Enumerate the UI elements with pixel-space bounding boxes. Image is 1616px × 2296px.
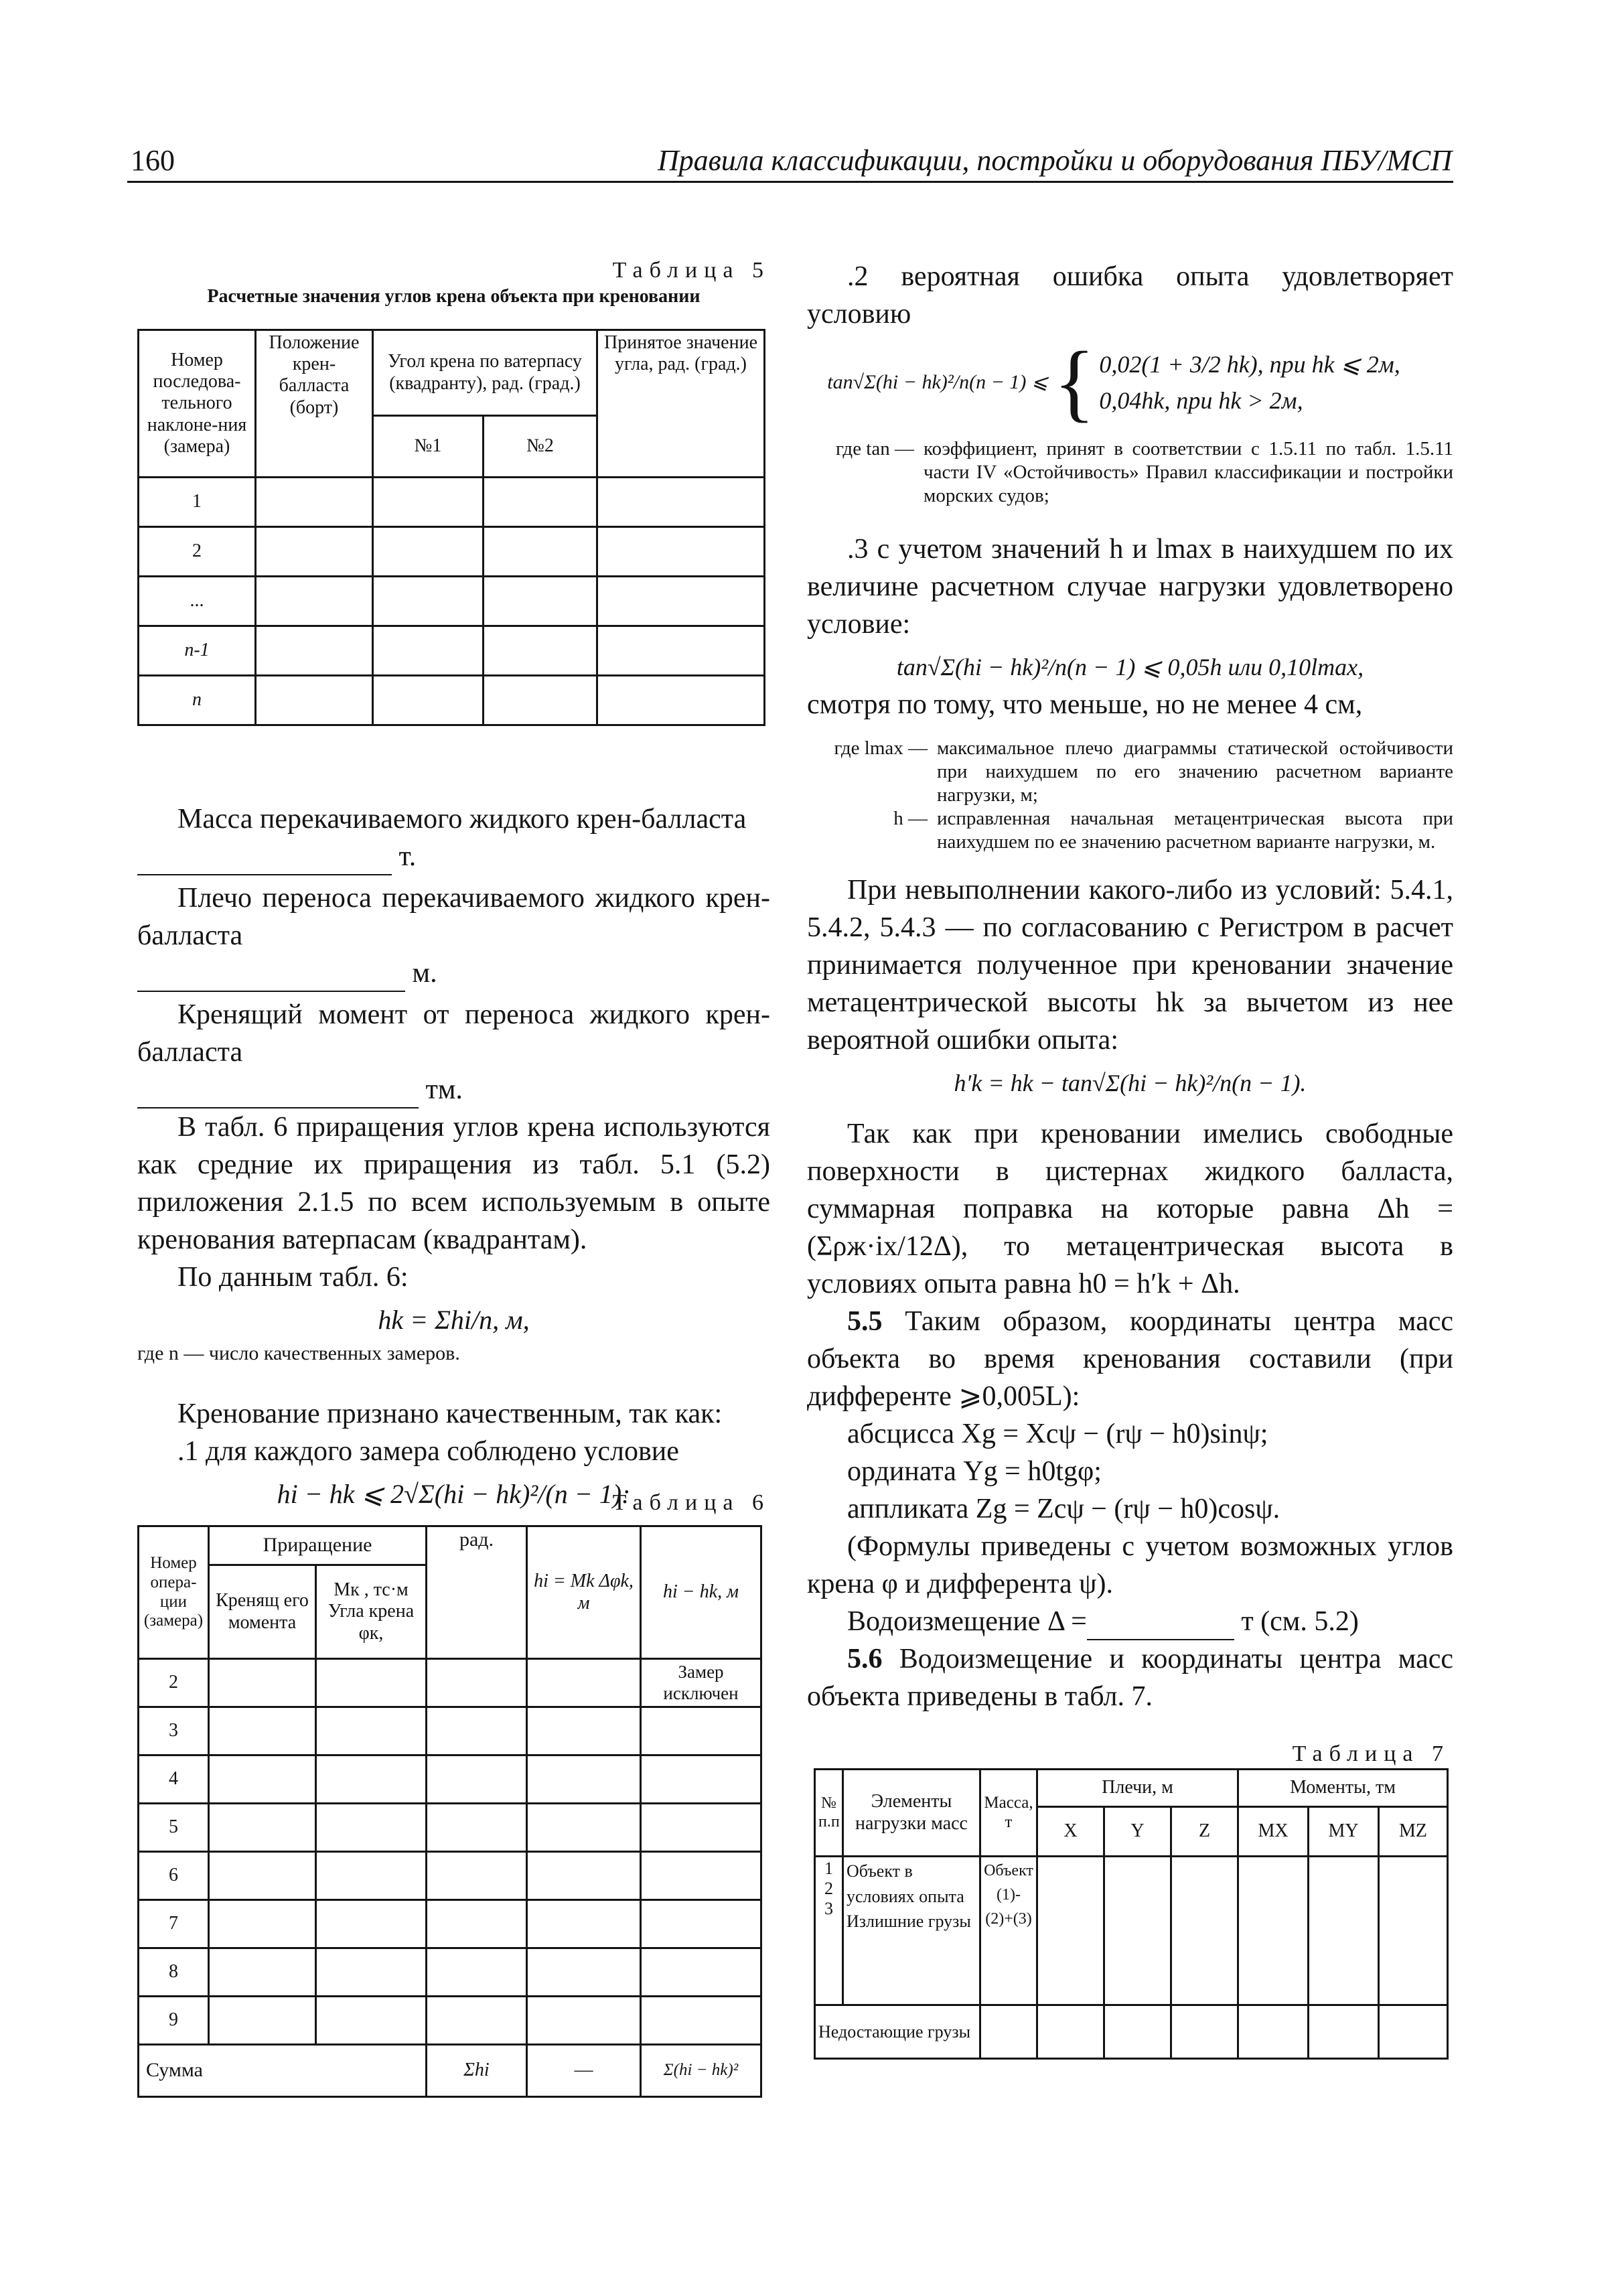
formula2-left: tan√Σ(hi − hk)²/n(n − 1) ⩽ — [827, 371, 1048, 393]
table6 — [137, 1525, 762, 2098]
mass-unit: т. — [398, 841, 417, 872]
table7-col-mass: Масса, т — [980, 1770, 1037, 1857]
table5-caption: Таблица 5 — [612, 258, 770, 283]
table7-col-x: X — [1037, 1807, 1104, 1857]
table6-sum-sq: Σ(hi − hk)² — [641, 2045, 761, 2097]
cond2: .2 вероятная ошибка опыта удовлетворяет условию — [807, 261, 1453, 330]
formula2 — [807, 334, 1453, 431]
table6-caption: Таблица 6 — [612, 1490, 770, 1515]
table6-col-moment: Кренящ его момента — [209, 1565, 316, 1659]
formula-hk2: h′k = hk − tan√Σ(hi − hk)²/n(n − 1). — [954, 1070, 1307, 1096]
table6-row-label: 3 — [139, 1707, 209, 1755]
brace-icon: { — [1053, 334, 1096, 431]
def-h-term: h — — [893, 808, 928, 829]
def-lmax-term: где lmax — — [834, 737, 928, 759]
cond1: .1 для каждого замера соблюдено условие — [177, 1436, 679, 1467]
s55-number: 5.5 — [847, 1306, 883, 1337]
table6-col-hi: hi = Mk Δφk, м — [527, 1526, 641, 1659]
formulas-note: (Формулы приведены с учетом возможных углов крена φ и дифферента ψ). — [807, 1531, 1453, 1599]
table6-row-label: 6 — [139, 1852, 209, 1900]
table5-col-angle: Угол крена по ватерпасу (квадранту), рад. (град.) — [373, 330, 597, 416]
table6-col-rad: рад. — [427, 1526, 527, 1659]
right-text — [807, 258, 1453, 1715]
moment-blank — [137, 1080, 419, 1108]
whichever: смотря по тому, что меньше, но не менее 4 см, — [807, 689, 1363, 720]
table7-row-elements: Объект в условиях опыта Излишние грузы — [843, 1857, 980, 2005]
table7-row-mass: Объект (1)-(2)+(3) — [980, 1857, 1037, 2005]
def-lmax-desc: максимальное плечо диаграммы статической остойчивости при наихудшем по его значению расчетном варианте нагрузки, м; — [937, 737, 1453, 806]
arm-blank — [137, 964, 405, 992]
s56-number: 5.6 — [847, 1644, 883, 1674]
table7-caption: Таблица 7 — [1292, 1741, 1450, 1766]
moment-unit: тм. — [425, 1074, 463, 1105]
table6-row-label: 7 — [139, 1900, 209, 1948]
table7-col-mz: MZ — [1379, 1807, 1448, 1857]
mass-blank — [137, 847, 392, 875]
s56-text: Водоизмещение и координаты центра масс объекта приведены в табл. 7. — [807, 1644, 1453, 1712]
table7-col-my: MY — [1309, 1807, 1379, 1857]
s55-text: Таким образом, координаты центра масс объекта во время кренования составили (при дифференте ⩾0,005L): — [807, 1306, 1453, 1412]
table7-col-arms: Плечи, м — [1037, 1770, 1238, 1807]
def-h — [807, 807, 1453, 854]
formula2-case1: 0,02(1 + 3/2 hk), при hk ⩽ 2м, — [1099, 351, 1400, 378]
table5-row-label: 2 — [139, 527, 256, 577]
table6-row-label: 2 — [139, 1659, 209, 1707]
table5-row-label: ... — [139, 577, 256, 626]
table6-sum-hi: Σhi — [427, 2045, 527, 2097]
table7 — [814, 1768, 1449, 2060]
displacement-blank — [1087, 1612, 1234, 1640]
table5-title: Расчетные значения углов крена объекта при креновании — [207, 286, 701, 307]
table5-col-angle-2: №2 — [484, 416, 597, 478]
table5-col-position: Положение крен-балласта (борт) — [256, 330, 373, 478]
table5-row-label: n-1 — [139, 626, 256, 676]
table6-row-label: 8 — [139, 1948, 209, 1997]
table7-row-numbers: 1 2 3 — [815, 1857, 843, 2005]
table6-col-number: Номер опера-ции (замера) — [139, 1526, 209, 1659]
table7-block — [814, 1741, 1450, 2060]
where-n: где n — число качественных замеров. — [137, 1342, 460, 1364]
running-title: Правила классификации, постройки и оборудования ПБУ/МСП — [657, 144, 1452, 177]
table7-col-y: Y — [1104, 1807, 1171, 1857]
table6-excluded: Замер исключен — [641, 1659, 761, 1707]
arm-unit: м. — [412, 958, 437, 989]
para-tab6: В табл. 6 приращения углов крена используются как средние их приращения из табл. 5.1 (5.2) приложения 2.1.5 по всем используемым в опыте кренования ватерпасам (квадрантам). — [137, 1112, 770, 1255]
applicate: аппликата Zg = Zcψ − (rψ − h0)cosψ. — [847, 1494, 1280, 1524]
free-surface-para: Так как при креновании имелись свободные поверхности в цистернах жидкого балласта, суммарная поправка на которые равна Δh = (Σρж·ix/12Δ), то метацентрическая высота в условиях опыта равна h0 = h′k + Δh. — [807, 1119, 1453, 1299]
cond3: .3 с учетом значений h и lmax в наихудшем по их величине расчетном случае нагрузки удовлетворено условие: — [807, 534, 1453, 640]
table7-row-missing: Недостающие грузы — [815, 2005, 980, 2059]
formula-hk: hk = Σhi/n, м, — [378, 1305, 530, 1335]
displacement-tail: т (см. 5.2) — [1241, 1606, 1359, 1637]
table5-row-label: 1 — [139, 478, 256, 527]
def-tan — [807, 437, 1453, 508]
header-rule — [127, 181, 1453, 183]
table5-row-label: n — [139, 676, 256, 725]
table6-block — [137, 1490, 770, 2098]
table6-sum-label: Сумма — [139, 2045, 427, 2097]
quality-line: Кренование признано качественным, так как: — [177, 1398, 723, 1429]
table5-col-angle-1: №1 — [373, 416, 484, 478]
table6-row-label: 5 — [139, 1804, 209, 1852]
table7-col-no: № п.п — [815, 1770, 843, 1857]
table6-col-diff: hi − hk, м — [641, 1526, 761, 1659]
formula2-case2: 0,04hk, при hk > 2м, — [1099, 387, 1303, 414]
table7-col-elements: Элементы нагрузки масс — [843, 1770, 980, 1857]
displacement: Водоизмещение Δ = — [847, 1606, 1087, 1637]
table6-sum-dash: — — [527, 2045, 641, 2097]
mass-line: Масса перекачиваемого жидкого крен-балласта — [177, 804, 747, 835]
table6-col-angle: Mк , тс·м Угла крена φк, — [316, 1565, 427, 1659]
table5-col-accepted: Принятое значение угла, рад. (град.) — [597, 330, 765, 478]
fail-para: При невыполнении какого-либо из условий: 5.4.1, 5.4.2, 5.4.3 — по согласованию с Регистром в расчет принимается полученное при креновании значение метацентрической высоты hk за вычетом из нее вероятной ошибки опыта: — [807, 875, 1453, 1056]
by-data: По данным табл. 6: — [177, 1262, 409, 1293]
table7-col-moments: Моменты, тм — [1238, 1770, 1448, 1807]
table5-col-number: Номер последова-тельного наклоне-ния (замера) — [139, 330, 256, 478]
arm-line: Плечо переноса перекачиваемого жидкого крен-балласта — [137, 883, 770, 951]
left-text — [137, 800, 770, 1513]
table5 — [137, 329, 765, 726]
table5-block — [137, 258, 770, 726]
table7-col-z: Z — [1171, 1807, 1238, 1857]
def-tan-desc: коэффициент, принят в соответствии с 1.5.11 по табл. 1.5.11 части IV «Остойчивость» Правил классификации и постройки морских судов; — [924, 438, 1453, 506]
page-number: 160 — [131, 144, 175, 177]
table7-col-mx: MX — [1238, 1807, 1309, 1857]
abscissa: абсцисса Xg = Xcψ − (rψ − h0)sinψ; — [847, 1419, 1268, 1449]
ordinate: ордината Yg = h0tgφ; — [847, 1456, 1102, 1487]
table6-row-label: 9 — [139, 1997, 209, 2045]
moment-line: Кренящий момент от переноса жидкого крен-балласта — [137, 999, 770, 1068]
def-lmax — [807, 737, 1453, 807]
def-h-desc: исправленная начальная метацентрическая высота при наихудшем по ее значению расчетном варианте нагрузки, м. — [937, 808, 1453, 853]
table6-row-label: 4 — [139, 1755, 209, 1804]
def-tan-term: где tan — — [835, 438, 914, 459]
table6-col-increment: Приращение — [209, 1526, 427, 1565]
formula-cond1: hi − hk ⩽ 2√Σ(hi − hk)²/(n − 1): — [277, 1479, 631, 1509]
formula3: tan√Σ(hi − hk)²/n(n − 1) ⩽ 0,05h или 0,10lmax, — [896, 654, 1364, 680]
